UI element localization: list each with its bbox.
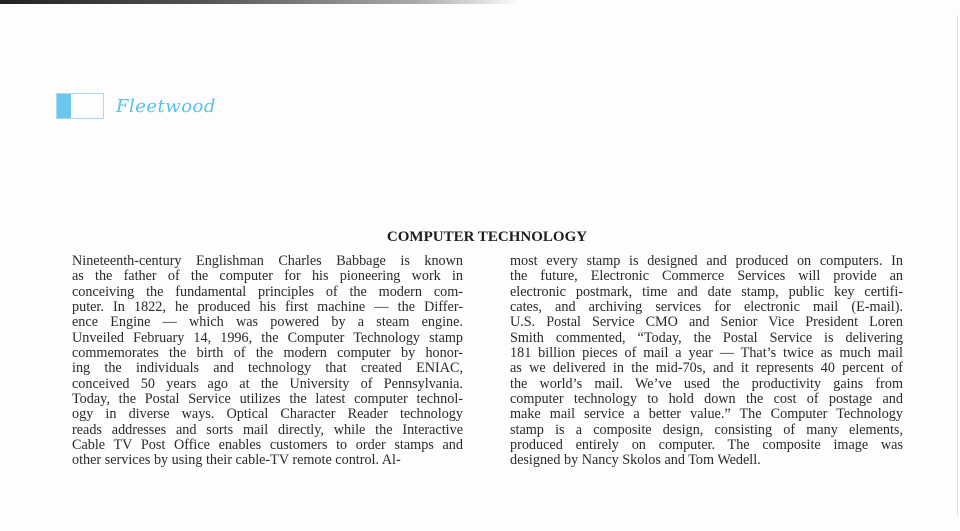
text-line: conceiving the fundamental principles of the modern com- — [72, 284, 463, 300]
text-line: conceived 50 years ago at the University of Pennsylvania. — [72, 376, 463, 392]
logo-box-icon — [56, 93, 104, 119]
text-line: ence Engine — which was powered by a steam engine. — [72, 315, 463, 331]
text-line: reads addresses and sorts mail directly, while the Interactive — [72, 422, 463, 438]
logo-wordmark: Fleetwood — [116, 95, 216, 117]
text-line: cates, and archiving services for electronic mail (E-mail). — [510, 300, 903, 316]
text-line: other services by using their cable-TV remote control. Al- — [72, 453, 401, 469]
text-line: puter. In 1822, he produced his first machine — the Differ- — [72, 300, 463, 316]
text-line: ogy in diverse ways. Optical Character Reader technology — [72, 407, 463, 423]
text-line: computer technology to hold down the cost of postage and — [510, 392, 903, 408]
text-line: most every stamp is designed and produced on computers. In — [510, 254, 903, 269]
text-line: the world’s mail. We’ve used the productivity gains from — [510, 376, 903, 392]
text-line: the future, Electronic Commerce Services will provide an — [510, 269, 903, 285]
document-title: COMPUTER TECHNOLOGY — [386, 229, 588, 245]
text-line: ing the individuals and technology that created ENIAC, — [72, 361, 463, 377]
text-line: Cable TV Post Office enables customers to order stamps and — [72, 438, 463, 454]
fleetwood-logo — [56, 93, 216, 119]
text-line: 181 billion pieces of mail a year — That’s twice as much mail — [510, 346, 903, 362]
text-line: designed by Nancy Skolos and Tom Wedell. — [510, 453, 761, 469]
right-column-text — [510, 254, 903, 469]
scan-edge-line — [0, 0, 520, 4]
text-line: stamp is a composite design, consisting of many elements, — [510, 422, 903, 438]
text-line: as we delivered in the mid-70s, and it represents 40 percent of — [510, 361, 903, 377]
scan-edge-right — [957, 15, 958, 515]
text-line: Today, the Postal Service utilizes the latest computer technol- — [72, 392, 463, 408]
text-line: produced entirely on computer. The composite image was — [510, 438, 903, 454]
text-line: U.S. Postal Service CMO and Senior Vice President Loren — [510, 315, 903, 331]
text-line: as the father of the computer for his pioneering work in — [72, 269, 463, 285]
text-line: commemorates the birth of the modern computer by honor- — [72, 346, 463, 362]
left-column-text — [72, 254, 463, 469]
text-line: Smith commented, “Today, the Postal Service is delivering — [510, 330, 903, 346]
text-line: electronic postmark, time and date stamp, public key certifi- — [510, 284, 903, 300]
text-line: Nineteenth-century Englishman Charles Babbage is known — [72, 254, 463, 269]
text-line: make mail service a better value.” The Computer Technology — [510, 407, 903, 423]
text-line: Unveiled February 14, 1996, the Computer Technology stamp — [72, 330, 463, 346]
